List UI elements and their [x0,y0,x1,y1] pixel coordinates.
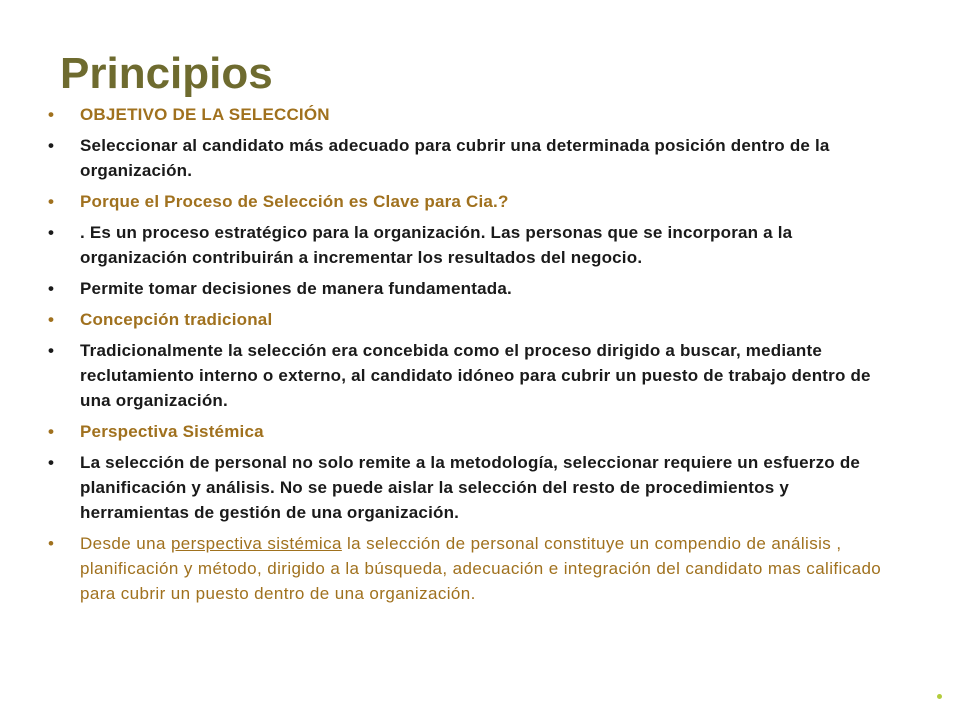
bullet-heading-porque: • Porque el Proceso de Selección es Clave para Cia.? [48,189,888,214]
bullet-decisiones-text: • Permite tomar decisiones de manera fundamentada. [48,276,888,301]
bullet-tradicional-text: • Tradicionalmente la selección era concebida como el proceso dirigido a buscar, mediante reclutamiento interno o externo, al candidato idóneo para cubrir un puesto de trabajo dentro de una organización. [48,338,888,413]
bullet-sistemica-text: • La selección de personal no solo remite a la metodología, seleccionar requiere un esfuerzo de planificación y análisis. No se puede aislar la selección del resto de procedimientos y herramientas de gestión de una organización. [48,450,888,525]
bullet-estrategico-text: • . Es un proceso estratégico para la organización. Las personas que se incorporan a la organización contribuirán a incrementar los resultados del negocio. [48,220,888,270]
bullet-desde-perspectiva [48,531,888,606]
bullet-objetivo-text: • Seleccionar al candidato más adecuado para cubrir una determinada posición dentro de la organización. [48,133,888,183]
perspectiva-sistemica-link[interactable]: perspectiva sistémica [170,534,342,553]
corner-dot-decoration [937,694,942,699]
bullet-heading-objetivo: • OBJETIVO DE LA SELECCIÓN [48,102,888,127]
bullet-desde-prefix: Desde una [80,534,171,553]
bullet-list [48,102,888,612]
bullet-heading-concepcion: • Concepción tradicional [48,307,888,332]
slide-title: Principios [60,49,273,98]
bullet-desde-suffix: la selección de personal constituye un compendio de análisis , planificación y método, dirigido a la búsqueda, adecuación e integración del candidato mas calificado para cubrir un puesto dentro de una organización. [80,534,882,603]
bullet-heading-perspectiva: • Perspectiva Sistémica [48,419,888,444]
